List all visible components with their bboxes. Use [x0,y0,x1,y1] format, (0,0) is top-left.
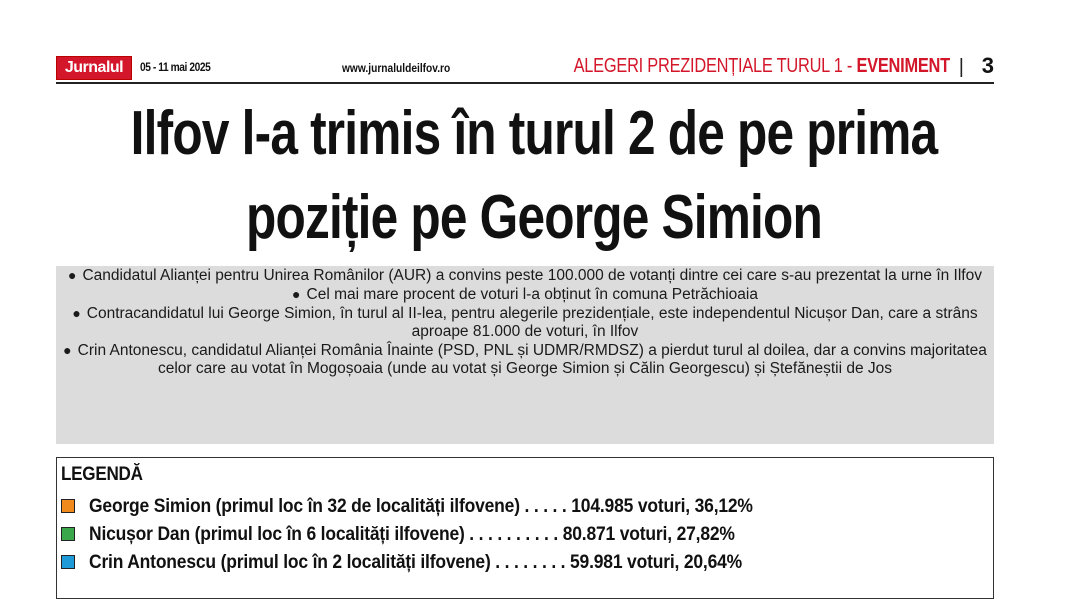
section-prefix: ALEGERI PREZIDENȚIALE TURUL 1 - [573,55,857,77]
section-event: EVENIMENT [856,55,950,77]
legend-item-label: George Simion (primul loc în 32 de localități ilfovene) . . . . . 104.985 voturi, 36,12% [89,496,753,517]
legend-title: LEGENDĂ [61,464,143,485]
swatch-green-icon [61,527,75,541]
bullet-icon: ● [72,305,81,321]
summary-item: ● Contracandidatul lui George Simion, în turul al II-lea, pentru alegerile prezidențiale, este independentul Nicușor Dan, care a strâns aproape 81.000 de voturi, în Ilfov [72,305,978,340]
masthead [56,54,994,84]
headline-line-1: Ilfov l-a trimis în turul 2 de pe prima [130,99,938,168]
legend-item-label: Nicușor Dan (primul loc în 6 localități ilfovene) . . . . . . . . . . 80.871 voturi, 27,82% [89,524,735,545]
newspaper-logo[interactable]: Jurnalul [56,56,132,80]
bullet-icon: ● [63,342,72,358]
summary-item: ● Candidatul Alianței pentru Unirea Românilor (AUR) a convins peste 100.000 de votanți dintre cei care s-au prezentat la urne în Ilfov [68,267,982,284]
issue-date: 05 - 11 mai 2025 [140,60,211,74]
summary-item: ● Crin Antonescu, candidatul Alianței România Înainte (PSD, PNL și UDMR/RMDSZ) a pierdut turul al doilea, dar a convins majoritatea celor care au votat în Mogoșoaia (unde au votat și George Simion și Călin Georgescu) și Ștefăneștii de Jos [63,342,987,377]
summary-item: ● Cel mai mare procent de voturi l-a obținut în comuna Petrăchioaia [292,286,758,303]
bullet-icon: ● [68,267,77,283]
headline [123,92,945,260]
header-separator: | [958,56,964,78]
section-title [574,55,950,78]
headline-line-2: poziție pe George Simion [245,183,823,252]
bullet-icon: ● [292,286,301,302]
swatch-blue-icon [61,555,75,569]
legend-box [56,457,994,599]
swatch-orange-icon [61,499,75,513]
page-number: 3 [981,53,994,78]
summary-box [56,266,994,444]
legend-item-label: Crin Antonescu (primul loc în 2 localități ilfovene) . . . . . . . . 59.981 voturi, 20,64% [89,552,743,573]
website-url[interactable]: www.jurnaluldeilfov.ro [342,61,451,75]
